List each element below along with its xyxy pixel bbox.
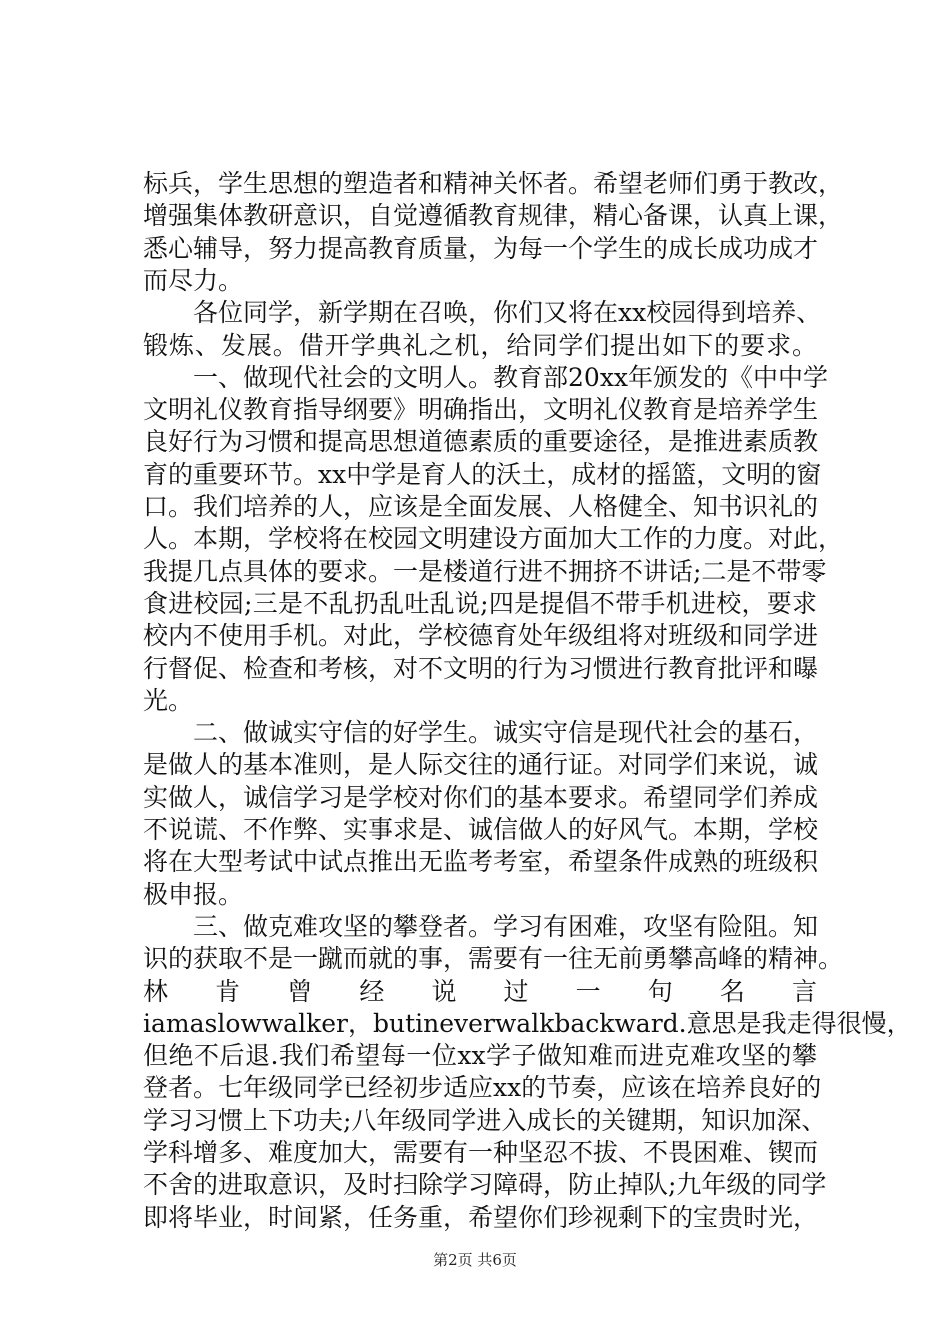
text-line: 标兵，学生思想的塑造者和精神关怀者。希望老师们勇于教改， <box>143 169 844 198</box>
text-line: 林 肯 曾 经 说 过 一 句 名 言 <box>143 976 817 1006</box>
text-line: 增强集体教研意识，自觉遵循教育规律，精心备课，认真上课， <box>143 201 844 231</box>
text-line: 即将毕业，时间紧，任务重，希望你们珍视剩下的宝贵时光， <box>143 1202 819 1232</box>
text-line: 各位同学，新学期在召唤，你们又将在xx校园得到培养、 <box>143 298 822 328</box>
text-line: 育的重要环节。xx中学是育人的沃土，成材的摇篮，文明的窗 <box>143 459 822 489</box>
text-line: 识的获取不是一蹴而就的事，需要有一往无前勇攀高峰的精神。 <box>143 944 844 974</box>
text-line: 实做人，诚信学习是学校对你们的基本要求。希望同学们养成 <box>143 782 819 812</box>
text-line: iamaslowwalker，butineverwalkbackward.意思是我走得很慢， <box>143 1008 912 1038</box>
text-line: 一、做现代社会的文明人。教育部20xx年颁发的《中中学 <box>143 362 829 392</box>
text-line: 学习习惯上下功夫;八年级同学进入成长的关键期，知识加深、 <box>143 1105 827 1135</box>
text-line: 不舍的进取意识，及时扫除学习障碍，防止掉队;九年级的同学 <box>143 1170 827 1200</box>
text-line: 行督促、检查和考核，对不文明的行为习惯进行教育批评和曝 <box>143 653 819 683</box>
text-line: 校内不使用手机。对此，学校德育处年级组将对班级和同学进 <box>143 621 819 651</box>
text-line: 学科增多、难度加大，需要有一种坚忍不拔、不畏困难、锲而 <box>143 1138 819 1167</box>
text-line: 光。 <box>143 685 194 715</box>
text-line: 口。我们培养的人，应该是全面发展、人格健全、知书识礼的 <box>143 492 819 521</box>
text-line: 登者。七年级同学已经初步适应xx的节奏，应该在培养良好的 <box>143 1073 822 1103</box>
page-footer: 第2页 共6页 <box>433 1251 517 1269</box>
text-line: 二、做诚实守信的好学生。诚实守信是现代社会的基石， <box>143 718 819 748</box>
text-line: 文明礼仪教育指导纲要》明确指出，文明礼仪教育是培养学生 <box>143 395 819 425</box>
text-line: 不说谎、不作弊、实事求是、诚信做人的好风气。本期，学校 <box>143 815 819 844</box>
text-line: 将在大型考试中试点推出无监考考室，希望条件成熟的班级积 <box>143 847 819 877</box>
text-line: 悉心辅导，努力提高教育质量，为每一个学生的成长成功成才 <box>143 233 819 263</box>
text-line: 但绝不后退.我们希望每一位xx学子做知难而进克难攻坚的攀 <box>143 1041 817 1071</box>
text-line: 而尽力。 <box>143 265 244 295</box>
text-line: 人。本期，学校将在校园文明建设方面加大工作的力度。对此， <box>143 524 844 554</box>
text-line: 三、做克难攻坚的攀登者。学习有困难，攻坚有险阻。知 <box>143 911 819 941</box>
text-line: 极申报。 <box>143 879 244 909</box>
text-line: 是做人的基本准则，是人际交往的通行证。对同学们来说，诚 <box>143 750 819 780</box>
text-line: 良好行为习惯和提高思想道德素质的重要途径，是推进素质教 <box>143 427 819 457</box>
text-line: 我提几点具体的要求。一是楼道行进不拥挤不讲话;二是不带零 <box>143 556 827 586</box>
text-line: 锻炼、发展。借开学典礼之机，给同学们提出如下的要求。 <box>143 330 817 360</box>
text-line: 食进校园;三是不乱扔乱吐乱说;四是提倡不带手机进校，要求 <box>143 588 817 618</box>
